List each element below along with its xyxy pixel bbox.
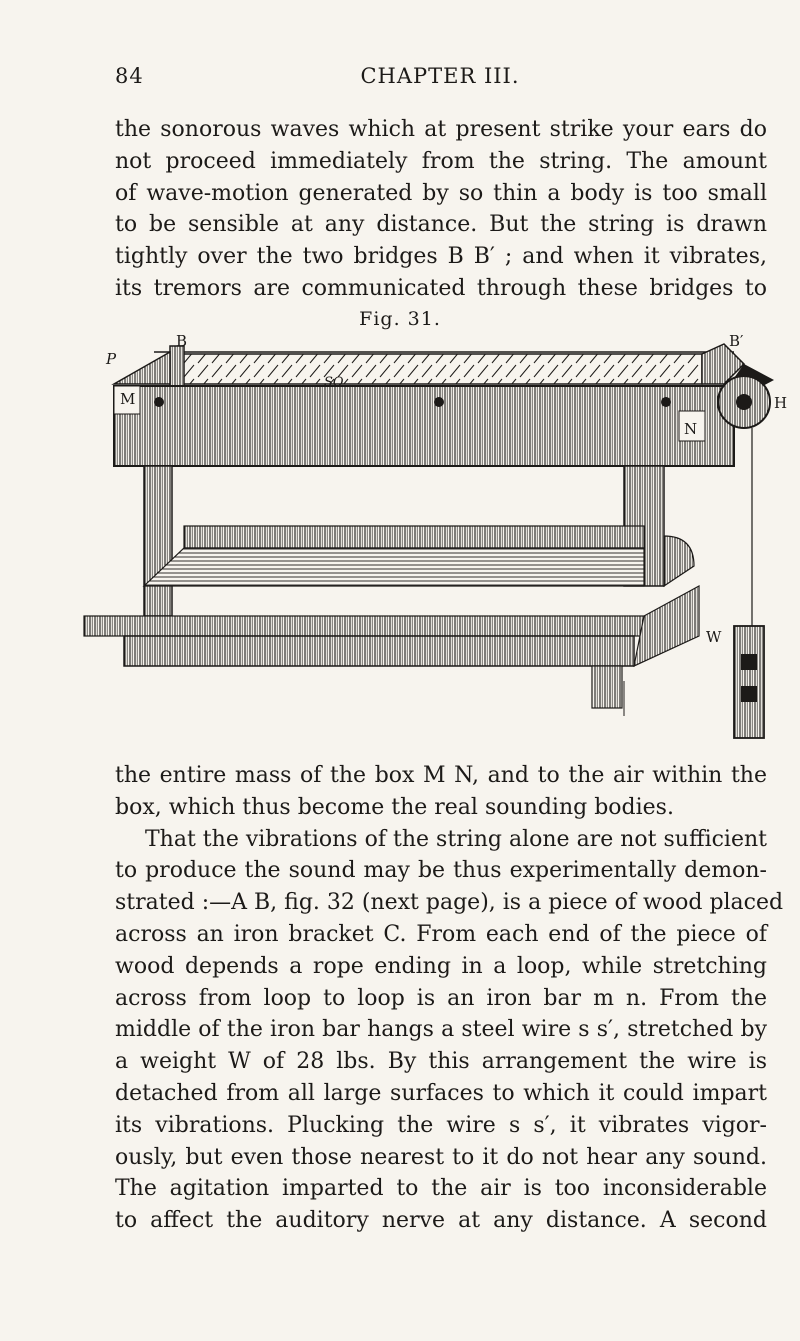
paragraph-bottom bbox=[115, 760, 784, 1237]
figure-caption: Fig. 31. bbox=[359, 308, 441, 330]
running-header bbox=[115, 64, 765, 94]
lid-strip bbox=[154, 352, 734, 384]
label-h: H bbox=[774, 394, 788, 412]
label-w: W bbox=[706, 628, 722, 646]
text-line: the entire mass of the box M N, and to the air within the bbox=[115, 763, 767, 788]
label-b: B bbox=[176, 332, 188, 350]
text-line: to be sensible at any distance. But the string is drawn bbox=[115, 212, 767, 238]
label-b-prime: B′ bbox=[729, 332, 744, 350]
text-line: of wave-motion generated by so thin a body is too small bbox=[115, 180, 767, 206]
label-so: SO bbox=[324, 375, 344, 390]
figure-sonometer bbox=[84, 332, 788, 746]
pulley bbox=[718, 376, 770, 428]
paragraph-top bbox=[115, 114, 767, 305]
text-line: wood depends a rope ending in a loop, while stretching bbox=[115, 953, 767, 979]
chapter-title: CHAPTER III. bbox=[360, 64, 520, 88]
bridge-b bbox=[114, 346, 184, 386]
text-line: a weight W of 28 lbs. By this arrangement the wire is bbox=[115, 1049, 767, 1075]
label-p: P bbox=[106, 350, 117, 368]
sonometer-illustration bbox=[84, 332, 788, 746]
text-line: its tremors are communicated through these bridges to bbox=[115, 275, 767, 301]
text-line: not proceed immediately from the string. The amount bbox=[115, 148, 767, 174]
page-number: 84 bbox=[115, 64, 144, 88]
box-base bbox=[84, 586, 699, 716]
text-line: across an iron bracket C. From each end of the piece of bbox=[115, 921, 767, 947]
text-line: detached from all large surfaces to which it could impart bbox=[115, 1080, 767, 1106]
text-line: to produce the sound may be thus experimentally demon- bbox=[115, 858, 767, 884]
text-line: to affect the auditory nerve at any distance. A second bbox=[115, 1208, 767, 1234]
text-line: ously, but even those nearest to it do not hear any sound. bbox=[115, 1144, 767, 1170]
text-line: middle of the iron bar hangs a steel wire s s′, stretched by bbox=[115, 1017, 767, 1043]
text-line: strated :—A B, fig. 32 (next page), is a piece of wood placed bbox=[115, 890, 784, 916]
text-line: box, which thus become the real sounding bodies. bbox=[115, 794, 674, 820]
box-legs bbox=[144, 466, 694, 616]
text-line: the sonorous waves which at present strike your ears do bbox=[115, 117, 767, 142]
text-line: its vibrations. Plucking the wire s s′, it vibrates vigor- bbox=[115, 1112, 767, 1138]
box-top bbox=[114, 386, 734, 466]
text-line: across from loop to loop is an iron bar m n. From the bbox=[115, 985, 767, 1011]
label-m: M bbox=[120, 390, 136, 408]
label-n: N bbox=[684, 420, 698, 438]
weight bbox=[734, 428, 764, 738]
text-line: The agitation imparted to the air is too inconsiderable bbox=[115, 1176, 767, 1202]
text-line: That the vibrations of the string alone are not sufficient bbox=[145, 826, 767, 852]
text-line: tightly over the two bridges B B′ ; and when it vibrates, bbox=[115, 244, 767, 270]
